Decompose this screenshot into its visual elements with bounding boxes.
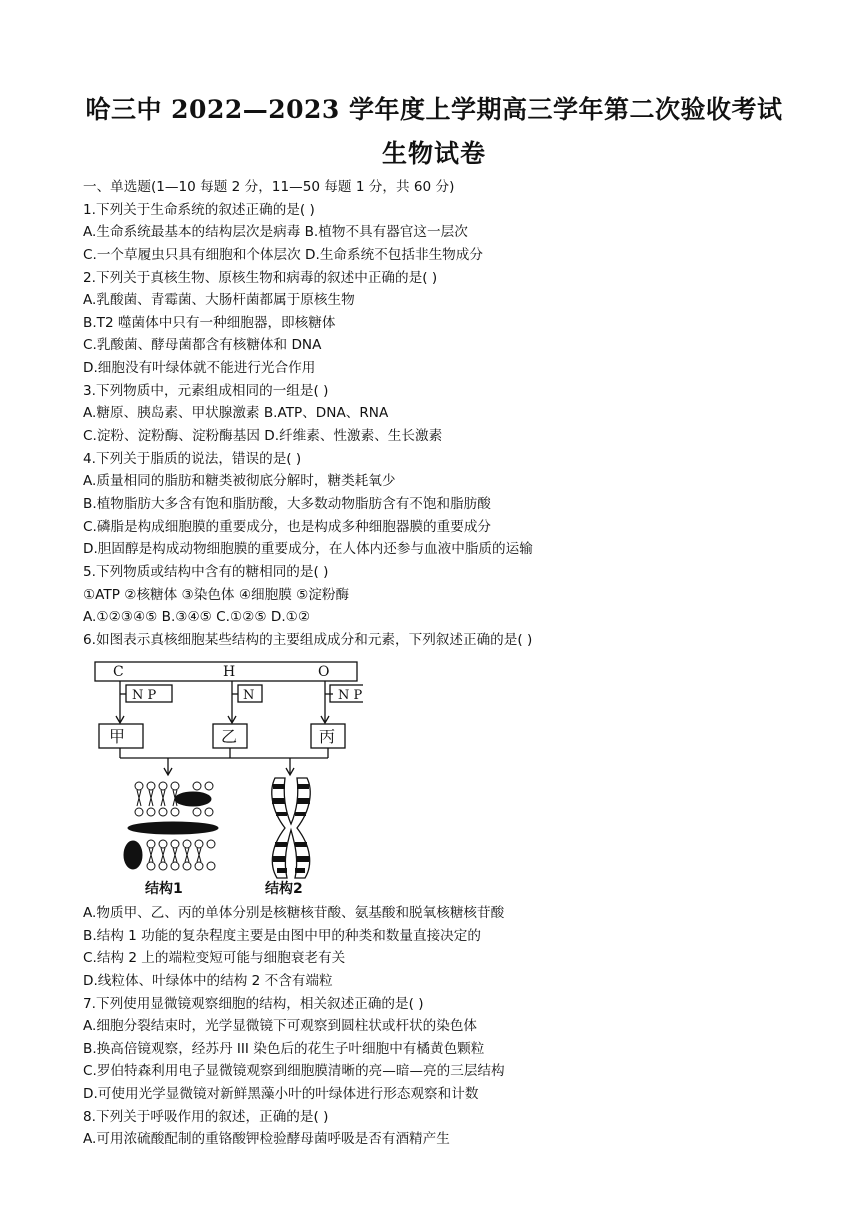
question-7-stem: 7.下列使用显微镜观察细胞的结构，相关叙述正确的是( )	[83, 995, 424, 1012]
np-right-label: N P	[338, 688, 363, 703]
question-6-option-a: A.物质甲、乙、丙的单体分别是核糖核苷酸、氨基酸和脱氧核糖核苷酸	[83, 905, 505, 921]
bing-label: 丙	[319, 727, 336, 746]
question-4-option-a: A.质量相同的脂肪和糖类被彻底分解时，糖类耗氧少	[83, 473, 396, 490]
question-8-stem: 8.下列关于呼吸作用的叙述，正确的是( )	[83, 1108, 329, 1125]
question-7-option-a: A.细胞分裂结束时，光学显微镜下可观察到圆柱状或杆状的染色体	[83, 1018, 478, 1035]
question-block-top	[83, 176, 863, 651]
section-heading: 一、单选题(1—10 每题 2 分，11—50 每题 1 分，共 60 分)	[83, 179, 455, 195]
question-4-option-d: D.胆固醇是构成动物细胞膜的重要成分，在人体内还参与血液中脂质的运输	[83, 541, 533, 558]
structure-diagram	[93, 660, 363, 900]
question-2-option-b: B.T2 噬菌体中只有一种细胞器，即核糖体	[83, 314, 336, 331]
question-2-option-d: D.细胞没有叶绿体就不能进行光合作用	[83, 360, 316, 377]
question-6-stem: 6.如图表示真核细胞某些结构的主要组成成分和元素，下列叙述正确的是( )	[83, 631, 533, 648]
np-left-label: N P	[132, 688, 157, 703]
question-3-options-cd: C.淀粉、淀粉酶、淀粉酶基因 D.纤维素、性激素、生长激素	[83, 428, 443, 445]
question-1-options-ab: A.生命系统最基本的结构层次是病毒 B.植物不具有器官这一层次	[83, 224, 468, 241]
question-1-options-cd: C.一个草履虫只具有细胞和个体层次 D.生命系统不包括非生物成分	[83, 246, 483, 263]
question-6-option-d: D.线粒体、叶绿体中的结构 2 不含有端粒	[83, 972, 333, 989]
element-o: O	[318, 664, 330, 680]
question-7-option-d: D.可使用光学显微镜对新鲜黑藻小叶的叶绿体进行形态观察和计数	[83, 1086, 479, 1103]
n-mid-label: N	[243, 688, 255, 703]
question-4-option-b: B.植物脂肪大多含有饱和脂肪酸，大多数动物脂肪含有不饱和脂肪酸	[83, 495, 491, 512]
question-2-option-c: C.乳酸菌、酵母菌都含有核糖体和 DNA	[83, 337, 322, 354]
question-2-stem: 2.下列关于真核生物、原核生物和病毒的叙述中正确的是( )	[83, 269, 438, 286]
chromosome-structure	[272, 778, 310, 878]
membrane-structure	[124, 782, 218, 870]
question-7-option-c: C.罗伯特森利用电子显微镜观察到细胞膜清晰的亮—暗—亮的三层结构	[83, 1063, 505, 1080]
element-h: H	[223, 664, 236, 680]
yi-label: 乙	[221, 727, 238, 746]
question-6-option-b: B.结构 1 功能的复杂程度主要是由图中甲的种类和数量直接决定的	[83, 927, 481, 944]
question-7-option-b: B.换高倍镜观察，经苏丹 III 染色后的花生子叶细胞中有橘黄色颗粒	[83, 1040, 485, 1057]
question-2-option-a: A.乳酸菌、青霉菌、大肠杆菌都属于原核生物	[83, 292, 355, 309]
exam-subtitle: 生物试卷	[381, 139, 486, 168]
structure-2-label: 结构2	[265, 881, 303, 897]
question-4-stem: 4.下列关于脂质的说法，错误的是( )	[83, 450, 302, 467]
jia-label: 甲	[109, 727, 126, 746]
structure-1-label: 结构1	[145, 881, 183, 897]
question-5-items: ①ATP ②核糖体 ③染色体 ④细胞膜 ⑤淀粉酶	[83, 586, 350, 603]
question-4-option-c: C.磷脂是构成细胞膜的重要成分，也是构成多种细胞器膜的重要成分	[83, 518, 492, 535]
question-8-option-a: A.可用浓硫酸配制的重铬酸钾检验酵母菌呼吸是否有酒精产生	[83, 1131, 450, 1148]
question-6-option-c: C.结构 2 上的端粒变短可能与细胞衰老有关	[83, 950, 346, 967]
question-5-options: A.①②③④⑤ B.③④⑤ C.①②⑤ D.①②	[83, 609, 311, 626]
question-1-stem: 1.下列关于生命系统的叙述正确的是( )	[83, 201, 315, 218]
question-3-options-ab: A.糖原、胰岛素、甲状腺激素 B.ATP、DNA、RNA	[83, 405, 389, 422]
question-block-bottom	[83, 902, 863, 1151]
exam-title: 哈三中 2022—2023 学年度上学期高三学年第二次验收考试	[85, 95, 783, 124]
question-3-stem: 3.下列物质中，元素组成相同的一组是( )	[83, 382, 329, 399]
question-5-stem: 5.下列物质或结构中含有的糖相同的是( )	[83, 563, 329, 580]
element-c: C	[113, 664, 124, 680]
